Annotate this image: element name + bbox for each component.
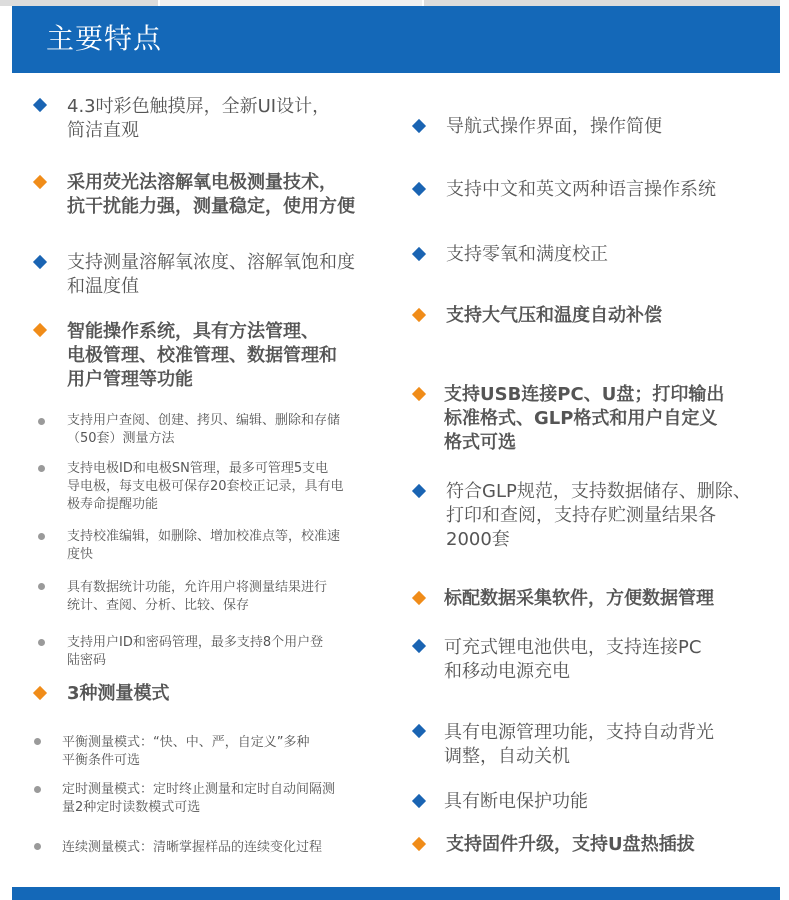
feature-line: 采用荧光法溶解氧电极测量技术， bbox=[67, 172, 337, 193]
orange-diamond-icon bbox=[33, 175, 47, 189]
gray-dot-icon bbox=[34, 786, 41, 793]
feature-line: 可充式锂电池供电，支持连接PC bbox=[444, 637, 702, 658]
section-title: 主要特点 bbox=[46, 22, 163, 55]
feature-line: 导电极，每支电极可保存20套校正记录，具有电 bbox=[67, 479, 344, 494]
feature-line: 具有数据统计功能，允许用户将测量结果进行 bbox=[67, 580, 328, 595]
feature-line: 和温度值 bbox=[67, 276, 139, 297]
feature-line: 统计、查阅、分析、比较、保存 bbox=[67, 598, 250, 613]
feature-line: 量2种定时读数模式可选 bbox=[62, 800, 201, 815]
gray-dot-icon bbox=[38, 533, 45, 540]
orange-diamond-icon bbox=[33, 323, 47, 337]
blue-diamond-icon bbox=[412, 182, 426, 196]
feature-line: 标准格式、GLP格式和用户自定义 bbox=[444, 408, 718, 429]
feature-line: 调整，自动关机 bbox=[444, 746, 570, 767]
feature-line: 平衡测量模式：“快、中、严，自定义”多种 bbox=[62, 735, 310, 750]
feature-line: 导航式操作界面，操作简便 bbox=[446, 116, 662, 137]
feature-line: 电极管理、校准管理、数据管理和 bbox=[67, 345, 337, 366]
orange-diamond-icon bbox=[412, 308, 426, 322]
feature-line: 支持用户ID和密码管理，最多支持8个用户登 bbox=[67, 635, 324, 650]
gray-dot-icon bbox=[34, 738, 41, 745]
orange-diamond-icon bbox=[412, 837, 426, 851]
feature-line: 支持校准编辑，如删除、增加校准点等，校准速 bbox=[67, 529, 341, 544]
section-header bbox=[12, 6, 780, 73]
gray-dot-icon bbox=[34, 843, 41, 850]
feature-line: 打印和查阅，支持存贮测量结果各 bbox=[446, 505, 716, 526]
gray-dot-icon bbox=[38, 465, 45, 472]
feature-line: 陆密码 bbox=[67, 653, 107, 668]
blue-diamond-icon bbox=[33, 255, 47, 269]
blue-diamond-icon bbox=[412, 119, 426, 133]
feature-line: 具有电源管理功能，支持自动背光 bbox=[444, 722, 714, 743]
gray-dot-icon bbox=[38, 639, 45, 646]
feature-line: 标配数据采集软件，方便数据管理 bbox=[444, 588, 714, 609]
feature-line: 具有断电保护功能 bbox=[444, 791, 588, 812]
blue-diamond-icon bbox=[412, 794, 426, 808]
feature-line: 支持测量溶解氧浓度、溶解氧饱和度 bbox=[67, 252, 355, 273]
gray-dot-icon bbox=[38, 418, 45, 425]
feature-line: 格式可选 bbox=[444, 432, 516, 453]
feature-line: 支持大气压和温度自动补偿 bbox=[446, 305, 662, 326]
feature-line: 支持中文和英文两种语言操作系统 bbox=[446, 179, 716, 200]
orange-diamond-icon bbox=[412, 591, 426, 605]
feature-line: 支持电极ID和电极SN管理，最多可管理5支电 bbox=[67, 461, 329, 476]
feature-line: 和移动电源充电 bbox=[444, 661, 570, 682]
feature-line: （50套）测量方法 bbox=[67, 431, 175, 446]
feature-line: 2000套 bbox=[446, 529, 510, 550]
feature-line: 简洁直观 bbox=[67, 120, 139, 141]
blue-diamond-icon bbox=[412, 484, 426, 498]
feature-line: 抗干扰能力强，测量稳定，使用方便 bbox=[67, 196, 355, 217]
feature-line: 支持零氧和满度校正 bbox=[446, 244, 608, 265]
feature-line: 支持用户查阅、创建、拷贝、编辑、删除和存储 bbox=[67, 413, 341, 428]
orange-diamond-icon bbox=[33, 686, 47, 700]
feature-line: 定时测量模式：定时终止测量和定时自动间隔测 bbox=[62, 782, 336, 797]
feature-line: 极寿命提醒功能 bbox=[67, 497, 159, 512]
footer-bar bbox=[12, 887, 780, 900]
gray-dot-icon bbox=[38, 583, 45, 590]
blue-diamond-icon bbox=[412, 724, 426, 738]
blue-diamond-icon bbox=[412, 639, 426, 653]
feature-line: 支持固件升级，支持U盘热插拔 bbox=[446, 834, 695, 855]
feature-line: 支持USB连接PC、U盘；打印输出 bbox=[444, 384, 725, 405]
feature-line: 3种测量模式 bbox=[67, 683, 170, 704]
feature-line: 连续测量模式：清晰掌握样品的连续变化过程 bbox=[62, 840, 323, 855]
feature-line: 4.3吋彩色触摸屏，全新UI设计， bbox=[67, 96, 331, 117]
blue-diamond-icon bbox=[33, 98, 47, 112]
orange-diamond-icon bbox=[412, 387, 426, 401]
feature-line: 度快 bbox=[67, 547, 94, 562]
feature-line: 平衡条件可选 bbox=[62, 753, 141, 768]
blue-diamond-icon bbox=[412, 247, 426, 261]
feature-line: 智能操作系统，具有方法管理、 bbox=[67, 321, 319, 342]
feature-line: 符合GLP规范，支持数据储存、删除、 bbox=[446, 481, 751, 502]
feature-line: 用户管理等功能 bbox=[67, 369, 193, 390]
